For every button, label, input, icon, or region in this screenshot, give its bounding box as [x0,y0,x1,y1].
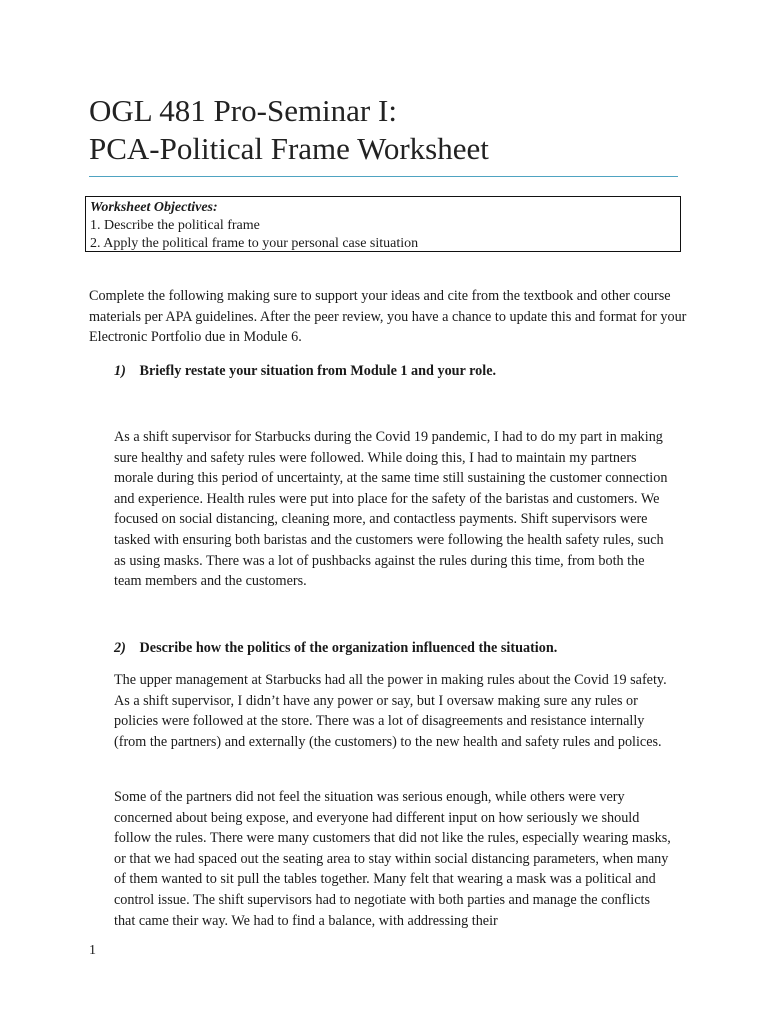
question-2-number: 2) [114,640,126,656]
question-1 [114,361,496,381]
question-1-number: 1) [114,363,126,379]
page-number: 1 [89,943,96,958]
question-1-text: Briefly restate your situation from Module 1 and your role. [139,363,497,379]
intro-paragraph: Complete the following making sure to support your ideas and cite from the textbook and other course materials per APA guidelines. After the peer review, you have a chance to update this and format for your Electronic Portfolio due in Module 6. [89,288,687,346]
title-divider [89,176,678,177]
document-title [89,92,689,168]
title-line-2: PCA-Political Frame Worksheet [89,131,489,166]
objectives-heading: Worksheet Objectives: [90,200,218,215]
title-line-1: OGL 481 Pro-Seminar I: [89,93,397,128]
objectives-box [85,196,681,252]
objective-item-1: 1. Describe the political frame [90,218,260,233]
objective-item-2: 2. Apply the political frame to your personal case situation [90,236,419,251]
answer-2-paragraph-1: The upper management at Starbucks had all the power in making rules about the Covid 19 safety. As a shift supervisor, I didn’t have any power or say, but I oversaw making sure any rules or policies were followed at the store. There was a lot of disagreements and resistance internally (from the partners) and externally (the customers) to the new health and safety rules and polices. [114,672,667,750]
question-2-text: Describe how the politics of the organization influenced the situation. [139,640,558,656]
answer-1-paragraph: As a shift supervisor for Starbucks during the Covid 19 pandemic, I had to do my part in making sure healthy and safety rules were followed. While doing this, I had to maintain my partners morale during this period of uncertainty, at the same time still sustaining the customer connection and experience. Health rules were put into place for the safety of the baristas and customers. We focused on social distancing, cleaning more, and contactless payments. Shift supervisors were tasked with ensuring both baristas and the customers were following the health safety rules, such as using masks. There was a lot of pushbacks against the rules during this time, from both the team members and the customers. [114,429,668,590]
answer-2-paragraph-2: Some of the partners did not feel the situation was serious enough, while others were very concerned about being expose, and everyone had different input on how seriously we should follow the rules. There were many customers that did not like the rules, especially wearing masks, or that we had spaced out the seating area to stay within social distancing parameters, when many of them wanted to sit pull the tables together. Many felt that wearing a mask was a political and control issue. The shift supervisors had to negotiate with both parties and manage the conflicts that came their way. We had to find a balance, with addressing their [114,789,671,929]
question-2 [114,638,557,658]
